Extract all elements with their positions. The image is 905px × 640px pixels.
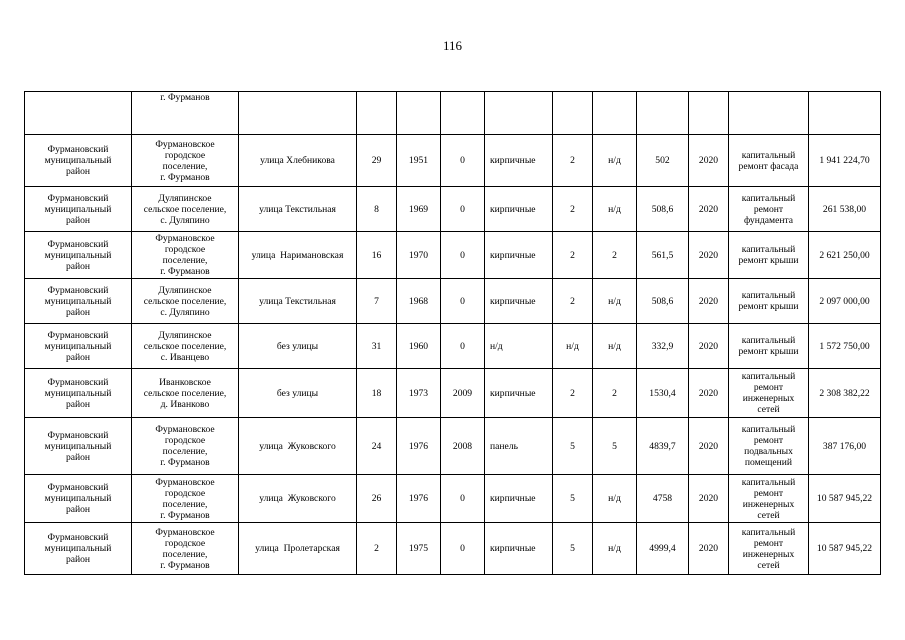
cell-plan-year: 2020: [689, 187, 729, 232]
cell-street: улица Жуковского: [239, 418, 357, 475]
cell-year-built: 1968: [397, 279, 441, 324]
cell-year-built: 1951: [397, 135, 441, 187]
cell-settlement: Фурмановское городское поселение, г. Фурманов: [132, 232, 239, 279]
table-row: [25, 475, 881, 523]
cell-wall-material: кирпичные: [485, 475, 553, 523]
cell-area: 561,5: [637, 232, 689, 279]
cell-cost: 2 621 250,00: [809, 232, 881, 279]
cell-street: улица Жуковского: [239, 475, 357, 523]
cell-plan-year: 2020: [689, 418, 729, 475]
cell-street: улица Пролетарская: [239, 523, 357, 575]
cell-entrances: н/д: [593, 475, 637, 523]
cell-floors: 5: [553, 523, 593, 575]
cell-wall-material: панель: [485, 418, 553, 475]
cell-plan-year: 2020: [689, 369, 729, 418]
table-row: [25, 369, 881, 418]
table-row: [25, 324, 881, 369]
cell-settlement: Дуляпинское сельское поселение, с. Дуляпино: [132, 279, 239, 324]
cell-settlement: Фурмановское городское поселение, г. Фурманов: [132, 475, 239, 523]
cell-settlement: Дуляпинское сельское поселение, с. Дуляпино: [132, 187, 239, 232]
cell-wall-material: кирпичные: [485, 232, 553, 279]
cell-house-number: 31: [357, 324, 397, 369]
cell-street: улица Хлебникова: [239, 135, 357, 187]
cell-year-built: 1969: [397, 187, 441, 232]
cell-work-type: капитальный ремонт крыши: [729, 324, 809, 369]
table-row-continued: [25, 92, 881, 135]
cell-district: Фурмановский муниципальный район: [25, 279, 132, 324]
cell-floors: 2: [553, 135, 593, 187]
cell-cost: 2 097 000,00: [809, 279, 881, 324]
cell-entrances: н/д: [593, 135, 637, 187]
cell-cost: 1 572 750,00: [809, 324, 881, 369]
cell-year-built: 1976: [397, 418, 441, 475]
cell-work-type: капитальный ремонт инженерных сетей: [729, 523, 809, 575]
cell-plan-year: 2020: [689, 232, 729, 279]
cell-year-built: 1975: [397, 523, 441, 575]
cell-work-type: капитальный ремонт инженерных сетей: [729, 475, 809, 523]
cell-area: 502: [637, 135, 689, 187]
cell-year-repair: 0: [441, 279, 485, 324]
cell-district: Фурмановский муниципальный район: [25, 324, 132, 369]
cell-work-type: капитальный ремонт подвальных помещений: [729, 418, 809, 475]
cell-cost: 1 941 224,70: [809, 135, 881, 187]
cell-district: Фурмановский муниципальный район: [25, 232, 132, 279]
cell-work-type: капитальный ремонт крыши: [729, 279, 809, 324]
cell-year-repair: 0: [441, 324, 485, 369]
cell-year-repair: 2009: [441, 369, 485, 418]
cell-house-number: 7: [357, 279, 397, 324]
cell-floors: 2: [553, 187, 593, 232]
cell-plan-year: 2020: [689, 135, 729, 187]
cell-house-number: 24: [357, 418, 397, 475]
cell-house-number: 29: [357, 135, 397, 187]
cell-district: Фурмановский муниципальный район: [25, 187, 132, 232]
cell-district: [25, 92, 132, 135]
cell-floors: 2: [553, 232, 593, 279]
table-body: [25, 92, 881, 575]
cell-area: 4758: [637, 475, 689, 523]
cell-wall-material: кирпичные: [485, 135, 553, 187]
cell-area: 1530,4: [637, 369, 689, 418]
cell-entrances: н/д: [593, 279, 637, 324]
cell-street: улица Наримановская: [239, 232, 357, 279]
cell-district: Фурмановский муниципальный район: [25, 475, 132, 523]
cell-settlement: Фурмановское городское поселение, г. Фурманов: [132, 418, 239, 475]
cell-year-built: 1970: [397, 232, 441, 279]
cell-wall-material: кирпичные: [485, 369, 553, 418]
cell-floors: 2: [553, 279, 593, 324]
cell-street: без улицы: [239, 324, 357, 369]
cell-cost: 2 308 382,22: [809, 369, 881, 418]
cell-entrances: 2: [593, 232, 637, 279]
cell-house-number: 26: [357, 475, 397, 523]
cell-street: улица Текстильная: [239, 279, 357, 324]
cell-district: Фурмановский муниципальный район: [25, 369, 132, 418]
cell-settlement: Иванковское сельское поселение, д. Иванково: [132, 369, 239, 418]
cell-area: 332,9: [637, 324, 689, 369]
cell-house-number: 8: [357, 187, 397, 232]
cell-plan-year: 2020: [689, 523, 729, 575]
cell-settlement: Фурмановское городское поселение, г. Фурманов: [132, 135, 239, 187]
cell-district: Фурмановский муниципальный район: [25, 523, 132, 575]
table-row: [25, 418, 881, 475]
cell-cost: 261 538,00: [809, 187, 881, 232]
cell-year-repair: 0: [441, 135, 485, 187]
cell-wall-material: кирпичные: [485, 279, 553, 324]
cell-plan-year: 2020: [689, 279, 729, 324]
cell-house-number: 18: [357, 369, 397, 418]
table-row: [25, 279, 881, 324]
cell-cost: 10 587 945,22: [809, 475, 881, 523]
cell-district: Фурмановский муниципальный район: [25, 135, 132, 187]
table-row: [25, 135, 881, 187]
cell-cost: 10 587 945,22: [809, 523, 881, 575]
cell-year-repair: 2008: [441, 418, 485, 475]
cell-street: улица Текстильная: [239, 187, 357, 232]
cell-plan-year: 2020: [689, 475, 729, 523]
cell-settlement: Дуляпинское сельское поселение, с. Иванцево: [132, 324, 239, 369]
cell-work-type: капитальный ремонт крыши: [729, 232, 809, 279]
page-number: 116: [442, 38, 463, 53]
cell-work-type: капитальный ремонт фундамента: [729, 187, 809, 232]
cell-year-repair: 0: [441, 187, 485, 232]
cell-work-type: капитальный ремонт инженерных сетей: [729, 369, 809, 418]
cell-wall-material: н/д: [485, 324, 553, 369]
cell-plan-year: 2020: [689, 324, 729, 369]
cell-area: 508,6: [637, 187, 689, 232]
cell-year-repair: 0: [441, 523, 485, 575]
cell-year-built: 1973: [397, 369, 441, 418]
cell-entrances: 5: [593, 418, 637, 475]
cell-house-number: 16: [357, 232, 397, 279]
cell-entrances: н/д: [593, 324, 637, 369]
cell-area: 4999,4: [637, 523, 689, 575]
cell-floors: 2: [553, 369, 593, 418]
buildings-repair-table: [24, 91, 881, 575]
cell-cost: 387 176,00: [809, 418, 881, 475]
cell-floors: н/д: [553, 324, 593, 369]
cell-area: 4839,7: [637, 418, 689, 475]
cell-floors: 5: [553, 418, 593, 475]
cell-street: без улицы: [239, 369, 357, 418]
cell-year-repair: 0: [441, 475, 485, 523]
table-row: [25, 187, 881, 232]
cell-entrances: 2: [593, 369, 637, 418]
cell-year-built: 1960: [397, 324, 441, 369]
cell-floors: 5: [553, 475, 593, 523]
cell-district: Фурмановский муниципальный район: [25, 418, 132, 475]
table-row: [25, 523, 881, 575]
cell-entrances: н/д: [593, 187, 637, 232]
cell-settlement: г. Фурманов: [132, 92, 239, 135]
cell-year-built: 1976: [397, 475, 441, 523]
cell-wall-material: кирпичные: [485, 187, 553, 232]
cell-wall-material: кирпичные: [485, 523, 553, 575]
cell-year-repair: 0: [441, 232, 485, 279]
cell-entrances: н/д: [593, 523, 637, 575]
cell-settlement: Фурмановское городское поселение, г. Фурманов: [132, 523, 239, 575]
cell-area: 508,6: [637, 279, 689, 324]
table-row: [25, 232, 881, 279]
cell-house-number: 2: [357, 523, 397, 575]
cell-work-type: капитальный ремонт фасада: [729, 135, 809, 187]
